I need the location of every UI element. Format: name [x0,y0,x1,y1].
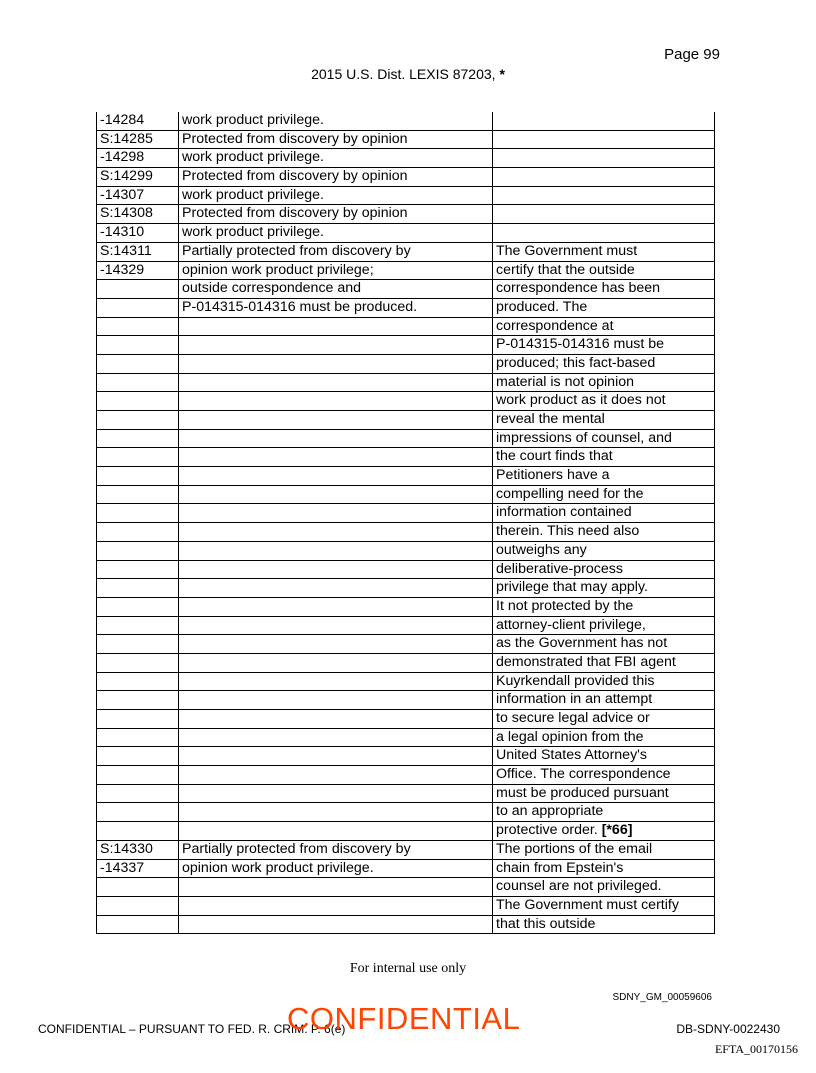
explanation-text: Kuyrkendall provided this [496,672,655,689]
bates-range-cell [97,710,179,729]
table-row [97,485,715,504]
table-row [97,784,715,803]
explanation-text: The portions of the email [496,840,653,857]
explanation-text: produced. The [496,298,588,315]
explanation-cell [493,112,715,130]
explanation-text: produced; this fact-based [496,354,656,371]
table-row [97,149,715,168]
table-row [97,261,715,280]
explanation-text: The Government must certify [496,896,679,913]
table-row [97,336,715,355]
explanation-cell [493,298,715,317]
confidential-stamp: CONFIDENTIAL [287,1001,521,1036]
ruling-cell [179,504,493,523]
table-row [97,616,715,635]
bates-range-cell [97,560,179,579]
explanation-cell [493,635,715,654]
bates-range-cell [97,373,179,392]
bates-range-cell [97,336,179,355]
bates-range-cell [97,523,179,542]
ruling-text: work product privilege. [182,224,324,241]
bates-range-cell [97,298,179,317]
bates-range-cell [97,672,179,691]
table-row [97,317,715,336]
bates-range-cell [97,429,179,448]
bates-range-cell [97,224,179,243]
table-row [97,186,715,205]
ruling-cell [179,859,493,878]
ruling-cell [179,784,493,803]
table-row [97,467,715,486]
bates-range-cell [97,448,179,467]
efta-number: EFTA_00170156 [714,1042,798,1056]
table-row [97,803,715,822]
ruling-text: P-014315-014316 must be produced. [182,298,418,315]
page-marker: [*66] [601,822,633,839]
explanation-text: reveal the mental [496,411,605,427]
explanation-cell [493,168,715,187]
citation-text: 2015 U.S. Dist. LEXIS 87203, [311,66,496,82]
explanation-cell [493,766,715,785]
explanation-cell [493,859,715,878]
ruling-cell [179,728,493,747]
table-row [97,523,715,542]
explanation-text: that this outside [496,915,596,932]
ruling-text: work product privilege. [182,186,324,203]
table-row [97,635,715,654]
bates-range-cell [97,635,179,654]
explanation-text: information contained [496,504,632,521]
table-row [97,429,715,448]
explanation-cell [493,560,715,579]
ruling-cell [179,597,493,616]
bates-range-cell [97,205,179,224]
explanation-cell [493,149,715,168]
explanation-text: certify that the outside [496,261,635,278]
table-row [97,710,715,729]
bates-number-db: DB-SDNY-0022430 [676,1022,780,1036]
ruling-cell [179,336,493,355]
table-row [97,392,715,411]
bates-range-cell [97,242,179,261]
bates-range-cell [97,149,179,168]
explanation-text: must be produced pursuant [496,784,669,801]
ruling-cell [179,747,493,766]
ruling-cell [179,392,493,411]
bates-range-cell [97,878,179,897]
table-row [97,130,715,149]
explanation-text: work product as it does not [496,392,666,409]
explanation-cell [493,803,715,822]
bates-range-cell [97,317,179,336]
table-row [97,280,715,299]
explanation-text: protective order. [496,822,598,839]
explanation-cell [493,467,715,486]
table-row [97,560,715,579]
explanation-cell [493,579,715,598]
explanation-text: to secure legal advice or [496,710,650,726]
explanation-text: The Government must [496,242,638,259]
explanation-text: attorney-client privilege, [496,616,646,633]
explanation-text: deliberative-process [496,560,623,577]
bates-range-cell [97,541,179,560]
ruling-cell [179,635,493,654]
explanation-text: material is not opinion [496,373,635,390]
ruling-cell [179,803,493,822]
ruling-cell [179,915,493,934]
table-row [97,354,715,373]
explanation-text: correspondence has been [496,280,661,297]
table-row [97,672,715,691]
explanation-cell [493,392,715,411]
explanation-cell [493,878,715,897]
table-row [97,168,715,187]
bates-range-cell [97,766,179,785]
explanation-cell [493,280,715,299]
ruling-cell [179,878,493,897]
explanation-cell [493,504,715,523]
citation-star: * [499,66,505,82]
ruling-cell [179,186,493,205]
ruling-cell [179,523,493,542]
explanation-cell [493,242,715,261]
table-row [97,878,715,897]
explanation-text: demonstrated that FBI agent [496,653,676,670]
bates-range-cell [97,392,179,411]
ruling-text: work product privilege. [182,149,324,166]
explanation-text: United States Attorney's [496,747,647,764]
case-citation [0,66,816,82]
ruling-text: outside correspondence and [182,280,362,297]
ruling-cell [179,840,493,859]
ruling-cell [179,130,493,149]
explanation-cell [493,523,715,542]
ruling-cell [179,766,493,785]
explanation-text: compelling need for the [496,485,644,502]
page-number: Page 99 [664,46,720,63]
table-row [97,541,715,560]
explanation-text: It not protected by the [496,597,634,614]
explanation-cell [493,896,715,915]
explanation-cell [493,261,715,280]
bates-range-text: -14329 [100,261,145,278]
bates-range-text: S:14285 [100,130,153,147]
explanation-cell [493,784,715,803]
table-row [97,597,715,616]
bates-range-cell [97,186,179,205]
bates-range-text: S:14308 [100,205,153,222]
ruling-text: Protected from discovery by opinion [182,130,408,147]
explanation-cell [493,728,715,747]
explanation-text: as the Government has not [496,635,668,652]
ruling-text: Partially protected from discovery by [182,242,411,259]
internal-use-note: For internal use only [349,961,467,976]
explanation-cell [493,840,715,859]
table-row [97,859,715,878]
bates-range-cell [97,915,179,934]
ruling-cell [179,467,493,486]
ruling-cell [179,429,493,448]
explanation-cell [493,411,715,430]
bates-number-sdny: SDNY_GM_00059606 [612,992,712,1003]
table-row [97,298,715,317]
table-row [97,504,715,523]
ruling-cell [179,242,493,261]
table-row [97,822,715,841]
bates-range-cell [97,616,179,635]
ruling-text: opinion work product privilege. [182,859,374,876]
bates-range-text: -14307 [100,186,145,203]
table-row [97,896,715,915]
table-row [97,411,715,430]
ruling-cell [179,691,493,710]
ruling-cell [179,616,493,635]
table-row [97,766,715,785]
explanation-cell [493,691,715,710]
bates-range-text: S:14330 [100,840,153,857]
bates-range-cell [97,130,179,149]
bates-range-cell [97,728,179,747]
explanation-cell [493,354,715,373]
ruling-cell [179,168,493,187]
bates-range-cell [97,747,179,766]
explanation-cell [493,205,715,224]
ruling-cell [179,205,493,224]
bates-range-cell [97,261,179,280]
explanation-text: information in an attempt [496,691,653,708]
explanation-text: correspondence at [496,317,614,334]
explanation-cell [493,373,715,392]
explanation-cell [493,915,715,934]
bates-range-cell [97,822,179,841]
bates-range-text: -14337 [100,859,145,876]
table-row [97,112,715,130]
bates-range-cell [97,859,179,878]
privilege-log-table [96,112,715,934]
table-row [97,915,715,934]
bates-range-cell [97,840,179,859]
confidential-notice: CONFIDENTIAL – PURSUANT TO FED. R. CRIM. P. 6(e) [38,1022,346,1036]
ruling-cell [179,896,493,915]
bates-range-cell [97,896,179,915]
explanation-cell [493,747,715,766]
ruling-text: Partially protected from discovery by [182,840,411,857]
bates-range-cell [97,411,179,430]
ruling-cell [179,298,493,317]
bates-range-cell [97,504,179,523]
ruling-cell [179,261,493,280]
explanation-text: chain from Epstein's [496,859,624,876]
ruling-cell [179,411,493,430]
explanation-cell [493,672,715,691]
explanation-cell [493,130,715,149]
explanation-text: counsel are not privileged. [496,878,662,895]
explanation-cell [493,224,715,243]
explanation-cell [493,616,715,635]
ruling-cell [179,822,493,841]
explanation-text: a legal opinion from the [496,728,644,745]
ruling-cell [179,710,493,729]
explanation-cell [493,822,715,841]
bates-range-text: -14310 [100,224,145,241]
bates-range-cell [97,485,179,504]
bates-range-cell [97,467,179,486]
explanation-text: privilege that may apply. [496,579,648,596]
bates-range-text: -14298 [100,149,145,166]
table-row [97,653,715,672]
bates-range-cell [97,579,179,598]
ruling-cell [179,672,493,691]
ruling-cell [179,317,493,336]
ruling-cell [179,354,493,373]
ruling-cell [179,224,493,243]
bates-range-cell [97,280,179,299]
bates-range-text: -14284 [100,112,145,128]
explanation-cell [493,485,715,504]
explanation-cell [493,541,715,560]
bates-range-cell [97,168,179,187]
ruling-cell [179,149,493,168]
table-row [97,448,715,467]
ruling-text: opinion work product privilege; [182,261,374,278]
table-row [97,242,715,261]
explanation-cell [493,653,715,672]
ruling-cell [179,373,493,392]
explanation-cell [493,710,715,729]
explanation-text: therein. This need also [496,523,640,540]
privilege-log-body [97,112,715,934]
explanation-cell [493,317,715,336]
bates-range-cell [97,354,179,373]
ruling-cell [179,112,493,130]
bates-range-cell [97,112,179,130]
ruling-cell [179,560,493,579]
table-row [97,205,715,224]
explanation-text: to an appropriate [496,803,604,820]
table-row [97,224,715,243]
explanation-cell [493,186,715,205]
table-row [97,691,715,710]
ruling-text: Protected from discovery by opinion [182,205,408,222]
explanation-text: outweighs any [496,541,587,558]
bates-range-text: S:14299 [100,168,153,185]
table-row [97,747,715,766]
explanation-text: Office. The correspondence [496,766,671,783]
ruling-cell [179,448,493,467]
explanation-text: impressions of counsel, and [496,429,672,446]
bates-range-cell [97,653,179,672]
bates-range-cell [97,691,179,710]
ruling-text: work product privilege. [182,112,324,128]
explanation-cell [493,448,715,467]
table-row [97,579,715,598]
table-row [97,840,715,859]
ruling-cell [179,485,493,504]
ruling-cell [179,579,493,598]
bates-range-text: S:14311 [100,242,152,259]
explanation-cell [493,597,715,616]
ruling-text: Protected from discovery by opinion [182,168,408,185]
ruling-cell [179,541,493,560]
explanation-text: Petitioners have a [496,467,610,484]
table-row [97,728,715,747]
explanation-cell [493,336,715,355]
explanation-text: P-014315-014316 must be [496,336,665,353]
ruling-cell [179,653,493,672]
bates-range-cell [97,803,179,822]
bates-range-cell [97,597,179,616]
explanation-cell [493,429,715,448]
bates-range-cell [97,784,179,803]
ruling-cell [179,280,493,299]
explanation-text: the court finds that [496,448,613,465]
table-row [97,373,715,392]
